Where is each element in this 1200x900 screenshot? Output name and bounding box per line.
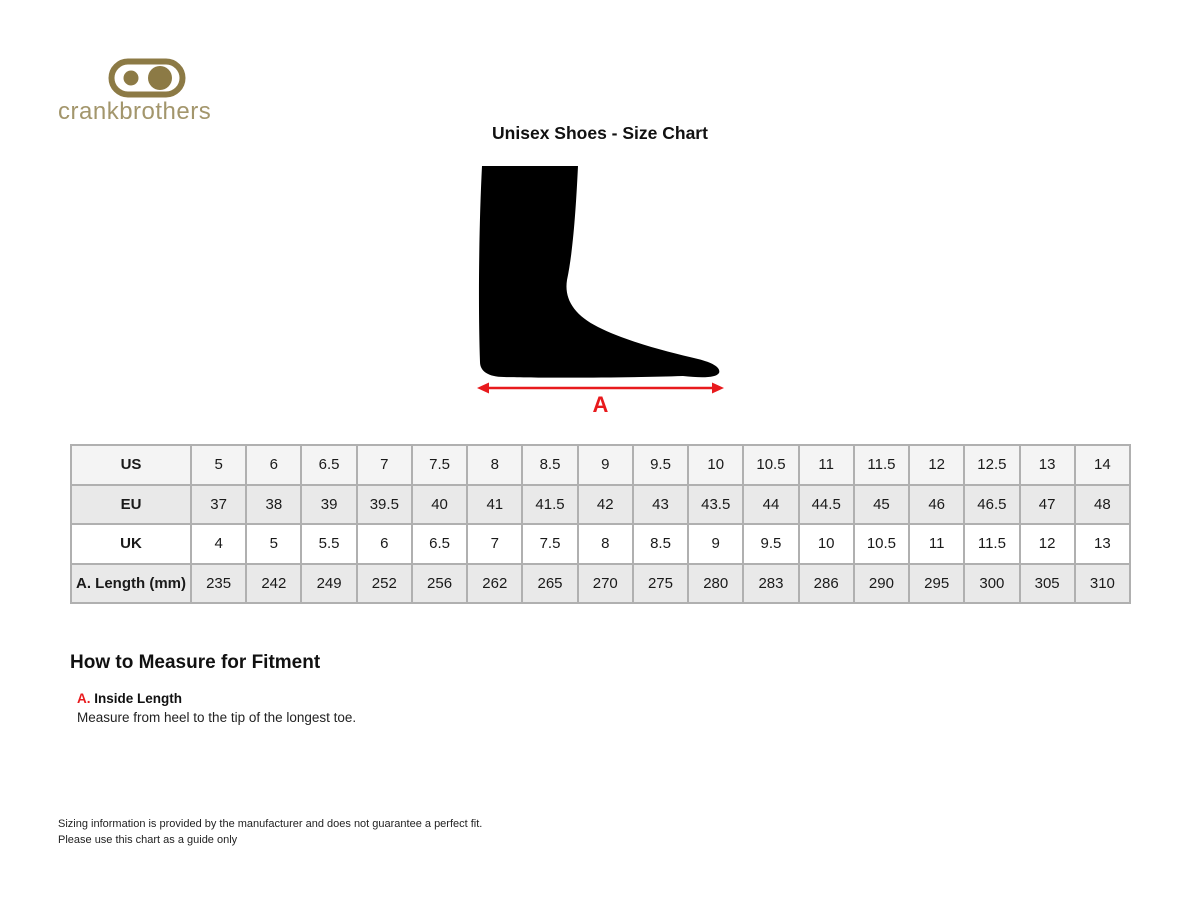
size-cell: 10.5 <box>854 524 909 564</box>
row-header: A. Length (mm) <box>71 564 191 604</box>
size-cell: 252 <box>357 564 412 604</box>
size-cell: 8 <box>578 524 633 564</box>
size-cell: 12.5 <box>964 445 1019 485</box>
how-to-measure-heading: How to Measure for Fitment <box>70 652 321 673</box>
measure-item-title: Inside Length <box>94 691 183 706</box>
size-cell: 9 <box>688 524 743 564</box>
row-header: UK <box>71 524 191 564</box>
size-chart-table-body <box>71 445 1130 603</box>
size-cell: 275 <box>633 564 688 604</box>
disclaimer-line-1: Sizing information is provided by the manufacturer and does not guarantee a perfect fit. <box>58 818 483 830</box>
crankbrothers-logo-icon <box>108 58 186 98</box>
measurement-label-a: A <box>592 392 609 417</box>
size-cell: 38 <box>246 485 301 525</box>
size-cell: 6.5 <box>412 524 467 564</box>
disclaimer <box>58 817 482 849</box>
size-cell: 256 <box>412 564 467 604</box>
size-cell: 12 <box>1020 524 1075 564</box>
size-cell: 14 <box>1075 445 1130 485</box>
foot-measurement-figure <box>477 166 724 416</box>
size-cell: 11 <box>799 445 854 485</box>
size-cell: 249 <box>301 564 356 604</box>
size-cell: 44 <box>743 485 798 525</box>
size-cell: 7 <box>467 524 522 564</box>
size-cell: 5.5 <box>301 524 356 564</box>
size-cell: 280 <box>688 564 743 604</box>
size-cell: 10.5 <box>743 445 798 485</box>
measure-item-letter: A. <box>77 691 91 706</box>
size-cell: 12 <box>909 445 964 485</box>
size-cell: 13 <box>1075 524 1130 564</box>
size-cell: 41 <box>467 485 522 525</box>
size-cell: 41.5 <box>522 485 577 525</box>
foot-silhouette-icon <box>477 166 724 380</box>
measure-item-a <box>77 691 770 706</box>
size-cell: 13 <box>1020 445 1075 485</box>
size-cell: 310 <box>1075 564 1130 604</box>
size-cell: 305 <box>1020 564 1075 604</box>
size-cell: 286 <box>799 564 854 604</box>
row-header: EU <box>71 485 191 525</box>
size-cell: 7.5 <box>412 445 467 485</box>
size-cell: 11.5 <box>854 445 909 485</box>
size-cell: 11.5 <box>964 524 1019 564</box>
size-cell: 262 <box>467 564 522 604</box>
size-cell: 43 <box>633 485 688 525</box>
size-cell: 47 <box>1020 485 1075 525</box>
size-cell: 46 <box>909 485 964 525</box>
page-title: Unisex Shoes - Size Chart <box>492 123 708 143</box>
table-row <box>71 524 1130 564</box>
size-cell: 9.5 <box>633 445 688 485</box>
size-cell: 43.5 <box>688 485 743 525</box>
size-cell: 235 <box>191 564 246 604</box>
size-cell: 9 <box>578 445 633 485</box>
size-cell: 44.5 <box>799 485 854 525</box>
size-cell: 37 <box>191 485 246 525</box>
size-cell: 242 <box>246 564 301 604</box>
size-cell: 8 <box>467 445 522 485</box>
size-cell: 8.5 <box>522 445 577 485</box>
size-cell: 6.5 <box>301 445 356 485</box>
how-to-measure-section <box>70 652 770 725</box>
size-cell: 48 <box>1075 485 1130 525</box>
size-cell: 5 <box>191 445 246 485</box>
size-cell: 265 <box>522 564 577 604</box>
size-cell: 39.5 <box>357 485 412 525</box>
crankbrothers-wordmark: crankbrothers <box>58 98 212 125</box>
size-cell: 40 <box>412 485 467 525</box>
size-cell: 8.5 <box>633 524 688 564</box>
size-cell: 283 <box>743 564 798 604</box>
size-cell: 7.5 <box>522 524 577 564</box>
size-cell: 10 <box>688 445 743 485</box>
size-cell: 39 <box>301 485 356 525</box>
size-cell: 10 <box>799 524 854 564</box>
measure-item-description: Measure from heel to the tip of the longest toe. <box>77 710 357 725</box>
size-cell: 45 <box>854 485 909 525</box>
row-header: US <box>71 445 191 485</box>
table-row <box>71 445 1130 485</box>
table-row <box>71 564 1130 604</box>
size-cell: 9.5 <box>743 524 798 564</box>
size-cell: 295 <box>909 564 964 604</box>
size-cell: 11 <box>909 524 964 564</box>
size-chart-table <box>70 444 1131 604</box>
size-cell: 270 <box>578 564 633 604</box>
size-cell: 6 <box>246 445 301 485</box>
size-cell: 300 <box>964 564 1019 604</box>
size-cell: 7 <box>357 445 412 485</box>
table-row <box>71 485 1130 525</box>
size-cell: 42 <box>578 485 633 525</box>
size-chart-table-wrap <box>70 444 1131 604</box>
size-cell: 4 <box>191 524 246 564</box>
size-cell: 6 <box>357 524 412 564</box>
size-cell: 290 <box>854 564 909 604</box>
size-cell: 46.5 <box>964 485 1019 525</box>
size-cell: 5 <box>246 524 301 564</box>
disclaimer-line-2: Please use this chart as a guide only <box>58 833 238 846</box>
